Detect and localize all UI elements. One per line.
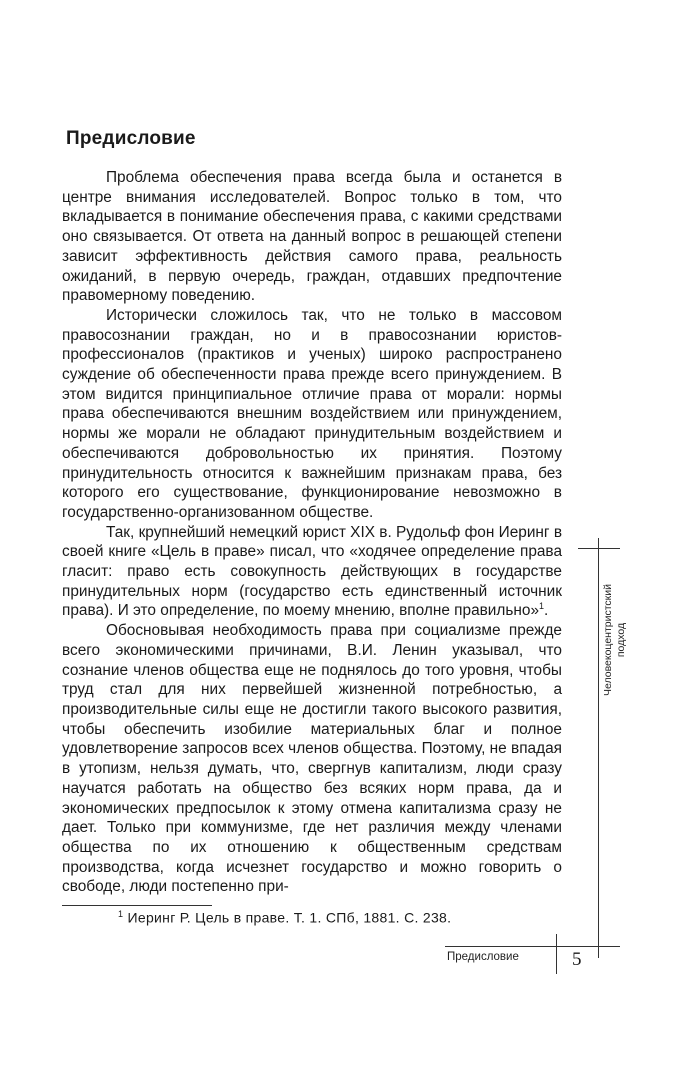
paragraph: Так, крупнейший немецкий юрист XIX в. Рудольф фон Иеринг в своей книге «Цель в праве» писал, что «ходячее определение права гласит: право есть совокупность действующих в государстве принудительных норм (государство есть единственный источник права). И это определение, по моему мнению, вполне правильно»$^1$. <box>62 523 562 620</box>
paragraph: Исторически сложилось так, что не только в массовом правосознании граждан, но и в правосознании юристов-профессионалов (практиков и ученых) широко распространено суждение об обеспеченности права прежде всего принуждением. В этом видится принципиальное отличие права от морали: нормы права обеспечиваются внешним воздействием или принуждением, нормы же морали не обладают принудительным воздействием и обеспечиваются добровольностью их принятия. Поэтому принудительность относится к важнейшим признакам права, без которого его существование, функционирование невозможно в государственно-организованном обществе. <box>62 306 562 521</box>
page-number: 5 <box>572 949 582 970</box>
footnote-divider <box>62 905 212 906</box>
side-chapter-label: Человекоцентристский подход <box>602 584 627 696</box>
paragraph-text: Так, крупнейший немецкий юрист XIX в. Рудольф фон Иеринг в своей книге «Цель в праве» писал, что «ходячее определение права гласит: право есть совокупность действующих в государстве принудительных норм (государство есть единственный источник права). И это определение, по моему мнению, вполне правильно» <box>62 523 562 620</box>
paragraph: Проблема обеспечения права всегда была и останется в центре внимания исследователей. Вопрос только в том, что вкладывается в понимание обеспечения права, с какими средствами оно связывается. От ответа на данный вопрос в решающей степени зависит эффективность действия самого права, реальность ожиданий, в первую очередь, граждан, отдавших предпочтение правомерному поведению. <box>62 169 562 305</box>
footnote-marker: 1 <box>118 909 124 919</box>
body-text <box>62 168 562 897</box>
margin-horizontal-rule <box>578 548 620 549</box>
footer-separator <box>556 934 557 974</box>
paragraph: Обосновывая необходимость права при социализме прежде всего экономическими причинами, В.И. Ленин указывал, что сознание членов общества еще не поднялось до того уровня, чтобы труд стал для них первейшей жизненной потребностью, а производительные силы еще не достигли такого высокого развития, чтобы обеспечить изобилие материальных благ и полное удовлетворение запросов всех членов общества. Поэтому, не впадая в утопизм, нельзя думать, что, свергнув капитализм, люди сразу научатся работать на общество без всяких норм права, да и экономических предпосылок к этому отмена капитализма сразу не дает. Только при коммунизме, где нет различия между членами общества по их отношению к общественным средствам производства, когда исчезнет государство и можно говорить о свободе, люди постепенно при- <box>62 622 562 896</box>
footnote-reference[interactable]: 1 <box>539 601 545 612</box>
footer-divider <box>445 946 620 947</box>
footnote-text: Иеринг Р. Цель в праве. Т. 1. СПб, 1881. С. 238. <box>127 909 452 926</box>
page-title: Предисловие <box>66 128 196 149</box>
side-label-container <box>560 570 650 710</box>
footnote <box>118 909 451 926</box>
running-head: Предисловие <box>447 951 519 963</box>
